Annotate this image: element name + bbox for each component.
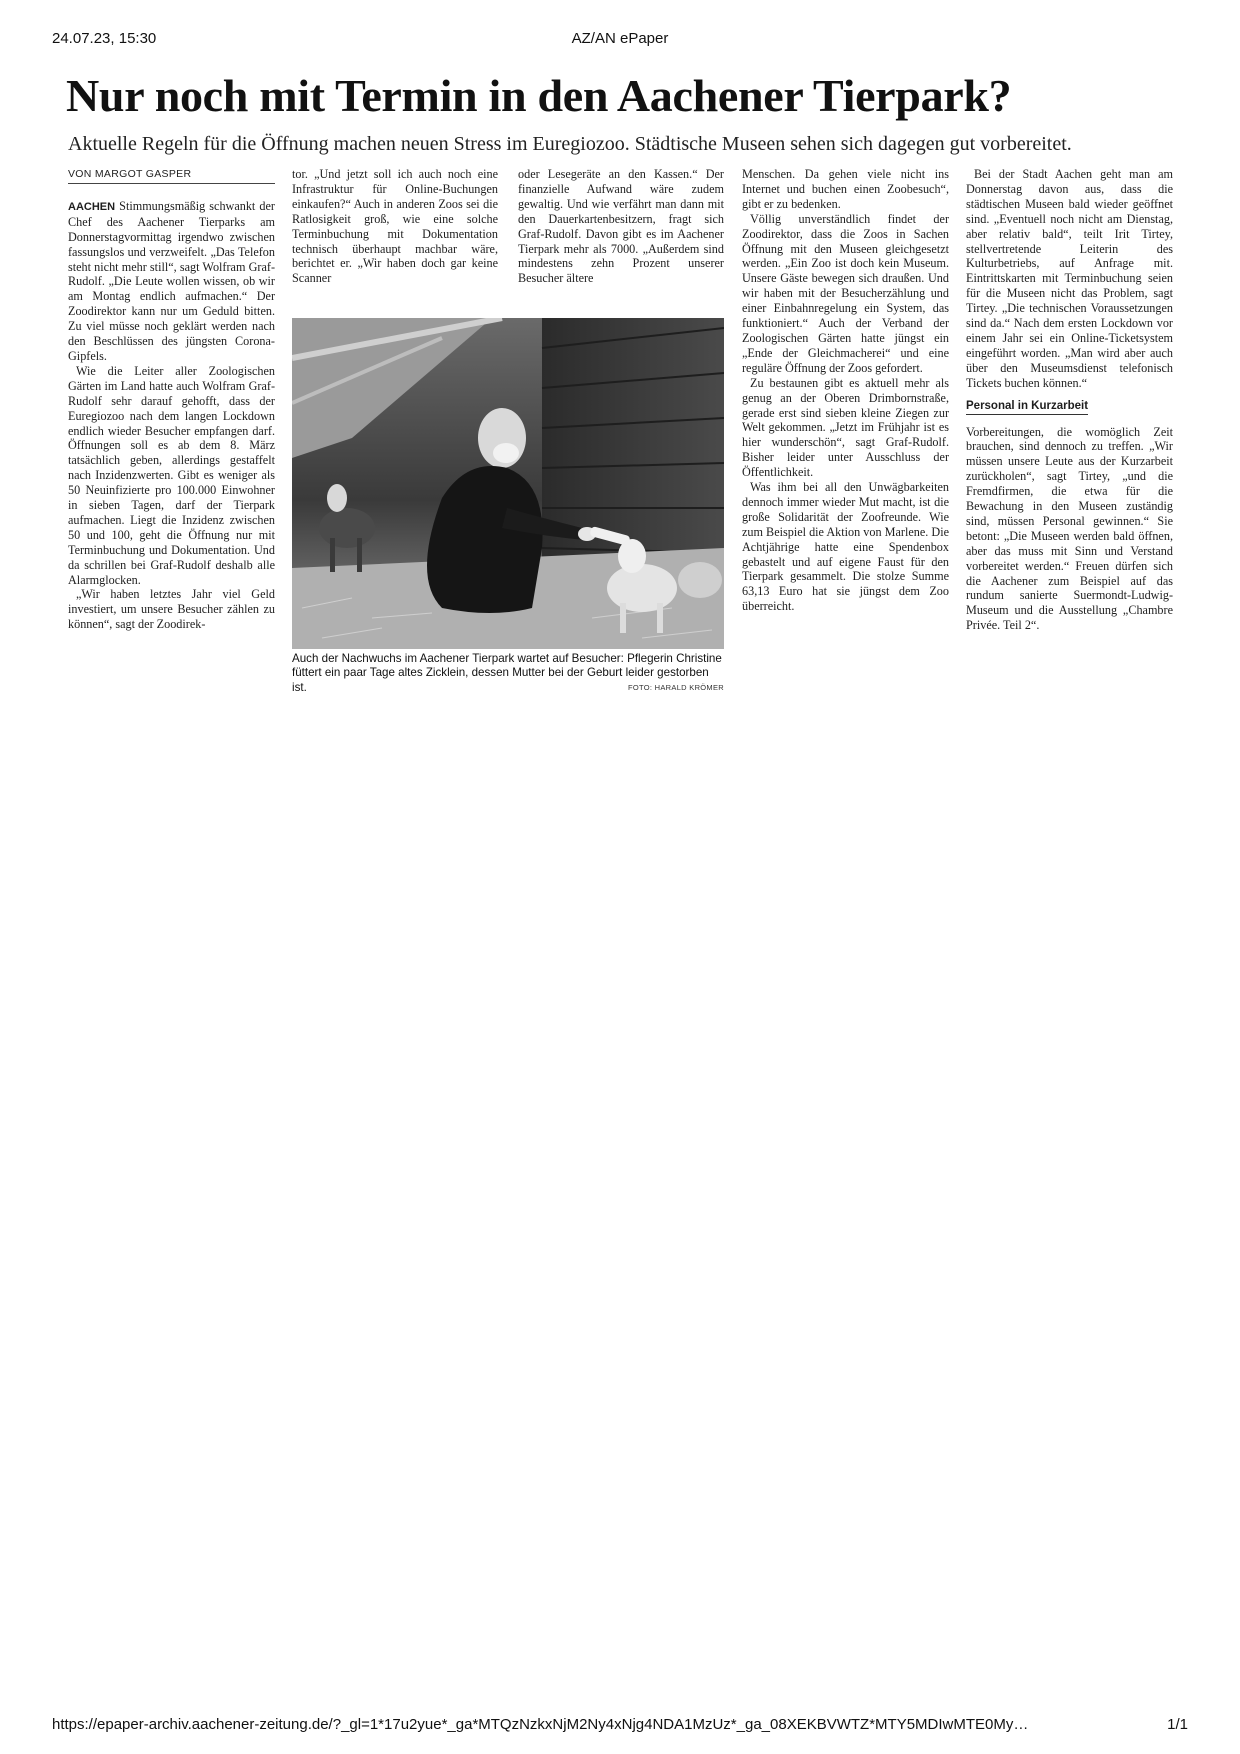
- page-number: 1/1: [1167, 1716, 1188, 1733]
- photo-image: [292, 318, 724, 649]
- paragraph: Menschen. Da gehen viele nicht ins Internet und buchen einen Zoobesuch“, gibt er zu bedenken.: [742, 167, 949, 211]
- caption-text: Auch der Nachwuchs im Aachener Tierpark wartet auf Besucher: Pflegerin Christine füttert ein paar Tage altes Zicklein, dessen Mutter bei der Geburt leider gestorben ist.: [292, 652, 722, 694]
- zookeeper-feeding-goat-photo: [292, 318, 724, 649]
- photo-credit: FOTO: HARALD KRÖMER: [628, 682, 724, 692]
- byline: VON MARGOT GASPER: [68, 167, 275, 184]
- paragraph: Was ihm bei all den Unwägbarkeiten dennoch immer wieder Mut macht, ist die große Solidarität der Zoofreunde. Wie zum Beispiel die Aktion von Marlene. Die Achtjährige hatte eine Spendenbox gebastelt und auf eigene Faust für den Tierpark gesammelt. Die stolze Summe 63,13 Euro hat sie jüngst dem Zoo überreicht.: [742, 480, 949, 614]
- article-column-3: [518, 167, 724, 286]
- print-footer: [52, 1716, 1188, 1734]
- paragraph: Zu bestaunen gibt es aktuell mehr als genug an der Oberen Drimbornstraße, gerade erst sind sieben kleine Ziegen zur Welt gekommen. „Jetzt im Frühjahr ist es hier wunderschön“, sagt Graf-Rudolf. Bisher leider unter Ausschluss der Öffentlichkeit.: [742, 375, 949, 480]
- article-column-4: [742, 167, 949, 614]
- article-headline: Nur noch mit Termin in den Aachener Tierpark?: [66, 70, 1012, 121]
- paragraph: Wie die Leiter aller Zoologischen Gärten im Land hatte auch Wolfram Graf-Rudolf sehr darauf gehofft, dass der Euregiozoo nach dem langen Lockdown endlich wieder Besucher empfangen darf. Öffnungen soll es ab dem 8. März tatsächlich geben, allerdings gestaffelt nach Inzidenzwerten. Gibt es weniger als 50 Neuinfizierte pro 100.000 Einwohner in sieben Tagen, darf der Tierpark aufmachen. Liegt die Inzidenz zwischen 50 und 100, geht die Öffnung nur mit Terminbuchung und Dokumentation. Und da schrillen bei Graf-Rudolf deshalb alle Alarmglocken.: [68, 363, 275, 587]
- print-header: [52, 30, 1188, 48]
- print-datetime: 24.07.23, 15:30: [52, 30, 157, 47]
- paragraph-text: Stimmungsmäßig schwankt der Chef des Aachener Tierparks am Donnerstagvormittag irgendwo zwischen fassungslos und verzweifelt. „Das Telefon steht nicht mehr still“, sagt Wolfram Graf-Rudolf. „Die Leute wollen wissen, ob wir am Montag endlich aufmachen.“ Der Zoodirektor kann nur um Geduld bitten. Zu viel müsse noch geklärt werden nach den Beschlüssen des jüngsten Corona-Gipfels.: [68, 198, 275, 363]
- photo-caption: [292, 652, 724, 695]
- page-url: https://epaper-archiv.aachener-zeitung.de/?_gl=1*17u2yue*_ga*MTQzNzkxNjM2Ny4xNjg4NDA1MzUz*_ga_08XEKBVWTZ*MTY5MDIwMTE0My…: [52, 1716, 1029, 1733]
- dateline: AACHEN: [68, 200, 116, 213]
- print-site-title: AZ/AN ePaper: [571, 30, 669, 47]
- paragraph: Bei der Stadt Aachen geht man am Donnerstag davon aus, dass die städtischen Museen bald wieder geöffnet sind. „Eventuell noch nicht am Dienstag, aber relativ bald“, teilt Irit Tirtey, stellvertretende Leiterin des Kulturbetriebs, auf Anfrage mit. Eintrittskarten mit Terminbuchung seien für die Museen nicht das Problem, sagt Tirtey. „Die technischen Voraussetzungen sind da.“ Nach dem ersten Lockdown vor einem Jahr sei ein Online-Ticketsystem eingeführt worden. „Man wird aber auch über den Museumsdienst telefonisch Tickets buchen können.“: [966, 167, 1173, 390]
- article-column-1: [68, 167, 275, 632]
- paragraph: [68, 199, 275, 364]
- paragraph: tor. „Und jetzt soll ich auch noch eine Infrastruktur für Online-Buchungen einkaufen?“ Auch in anderen Zoos sei die Ratlosigkeit groß, wie eine solche Terminbuchung mit Dokumentation technisch überhaupt machbar wäre, berichtet er. „Wir haben doch gar keine Scanner: [292, 167, 498, 286]
- article-column-2: [292, 167, 498, 286]
- paragraph: Vorbereitungen, die womöglich Zeit brauchen, sind dennoch zu treffen. „Wir müssen unsere Leute aus der Kurzarbeit zurückholen“, sagt Tirtey, „und die Fremdfirmen, die etwa für die Bewachung in den Museen zuständig sind, müssen Personal gewinnen.“ Sie betont: „Die Museen werden bald öffnen, aber das muss mit Sinn und Verstand vorbereitet werden.“ Freuen dürfen sich die Aachener zum Beispiel auf das rundum sanierte Suermondt-Ludwig-Museum und die Ausstellung „Chambre Privée. Teil 2“.: [966, 424, 1173, 633]
- article-column-5: [966, 167, 1173, 633]
- paragraph: oder Lesegeräte an den Kassen.“ Der finanzielle Aufwand wäre zudem gewaltig. Und wie verfährt man dann mit den Dauerkartenbesitzern, fragt sich Graf-Rudolf. Davon gibt es im Aachener Tierpark mehr als 7000. „Außerdem sind mindestens zehn Prozent unserer Besucher ältere: [518, 167, 724, 286]
- paragraph: „Wir haben letztes Jahr viel Geld investiert, um unsere Besucher zählen zu können“, sagt der Zoodirek-: [68, 587, 275, 632]
- paragraph: Völlig unverständlich findet der Zoodirektor, dass die Zoos in Sachen Öffnung mit den Museen gleichgesetzt werden. „Ein Zoo ist doch kein Museum. Unsere Gäste bewegen sich draußen. Und wir haben mit der Besucherzählung und einer Einbahnregelung ein System, das funktioniert.“ Auch der Verband der Zoologischen Gärten hatte jüngst ein „Ende der Gleichmacherei“ und eine reguläre Öffnung der Zoos gefordert.: [742, 211, 949, 375]
- article-subheadline: Aktuelle Regeln für die Öffnung machen neuen Stress im Euregiozoo. Städtische Museen sehen sich dagegen gut vorbereitet.: [68, 133, 1072, 155]
- section-subheading: Personal in Kurzarbeit: [966, 399, 1088, 415]
- article-photo: [292, 318, 724, 695]
